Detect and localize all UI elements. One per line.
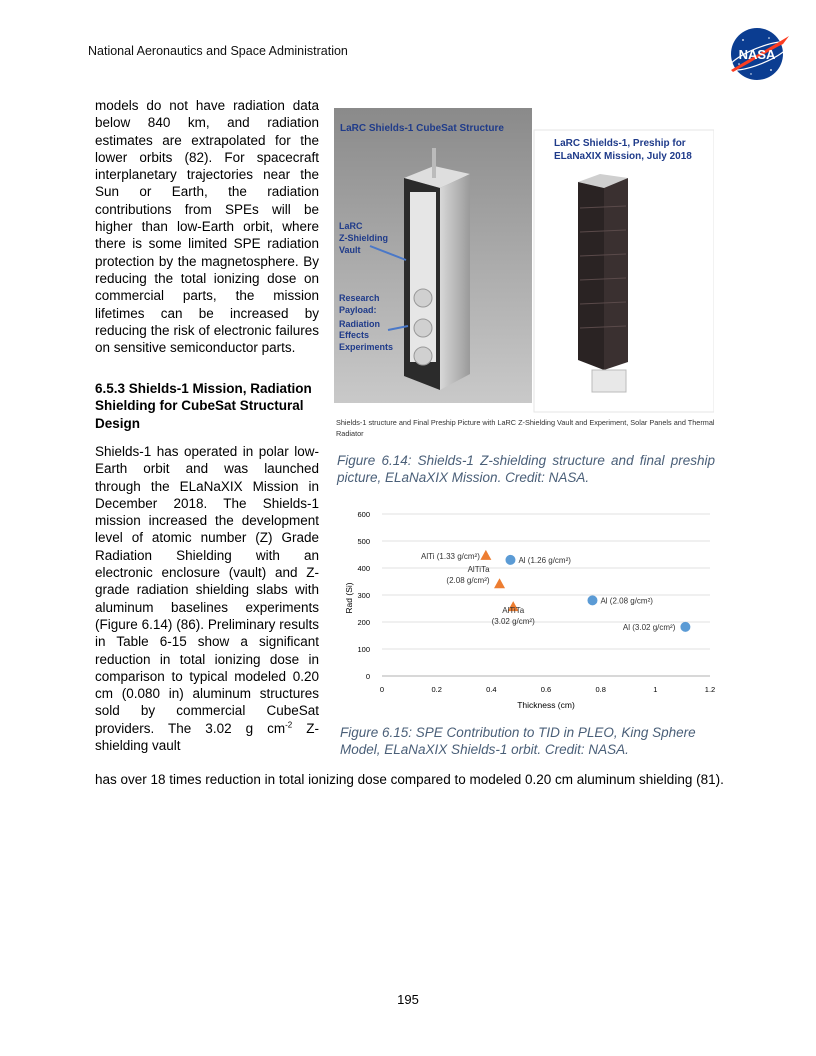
chart-point-label: (3.02 g/cm²) [491, 617, 535, 627]
chart-y-tick: 600 [357, 510, 370, 519]
chart-y-label: Rad (Si) [344, 582, 354, 614]
chart-point [494, 578, 505, 588]
svg-text:Effects: Effects [339, 330, 370, 340]
chart-x-label: Thickness (cm) [517, 700, 575, 710]
chart-y-tick: 500 [357, 537, 370, 546]
chart-point-label: Al (2.08 g/cm²) [600, 596, 653, 606]
figure-6-14-caption: Figure 6.14: Shields-1 Z-shielding structure and final preship picture, ELaNaXIX Mission. Credit: NASA. [337, 453, 715, 485]
body-paragraph-2 [95, 443, 319, 754]
chart-x-tick: 0.8 [595, 685, 606, 694]
chart-point-label: AlTiTa [502, 606, 525, 616]
svg-text:Experiments: Experiments [339, 342, 394, 352]
para2-text: Shields-1 has operated in polar low-Earth orbit and was launched through the ELaNaXIX Mission in December 2018. The Shields-1 mission increased the development level of atomic number (Z) Grade Radiation Shielding with an electronic enclosure (vault) and Z-grade radiation shielding slabs with aluminum baselines experiments (Figure 6.14) (86). Preliminary results in Table 6-15 show a significant reduction in total ionizing dose in comparison to typical modeled 0.20 cm (0.080 in) aluminum structures sold by commercial CubeSat providers. The 3.02 g cm [95, 444, 319, 736]
chart-point-label: Al (3.02 g/cm²) [622, 622, 676, 632]
svg-text:Payload:: Payload: [339, 305, 377, 315]
chart-point [480, 550, 491, 560]
page-number: 195 [397, 992, 419, 1007]
header-org: National Aeronautics and Space Administration [88, 44, 348, 58]
chart-point-label: Al (1.26 g/cm²) [518, 555, 571, 565]
para2-superscript: -2 [285, 720, 293, 730]
svg-text:LaRC: LaRC [339, 221, 363, 231]
chart-y-tick: 100 [357, 645, 370, 654]
figure-6-14-small-caption: Shields-1 structure and Final Preship Picture with LaRC Z-Shielding Vault and Experiment, Solar Panels and Thermal Radiator [336, 418, 715, 438]
left-photo-title: LaRC Shields-1 CubeSat Structure [340, 123, 504, 134]
chart-point-label: AlTi (1.33 g/cm²) [421, 551, 480, 561]
chart-y-tick: 200 [357, 618, 370, 627]
chart-x-tick: 0.2 [431, 685, 442, 694]
chart-point [587, 595, 597, 605]
svg-text:ELaNaXIX Mission, July 2018: ELaNaXIX Mission, July 2018 [554, 151, 692, 162]
chart-x-tick: 1 [653, 685, 658, 694]
chart-point [505, 555, 515, 565]
chart-y-tick: 0 [365, 672, 370, 681]
svg-text:Research: Research [339, 293, 380, 303]
body-paragraph-1: models do not have radiation data below 840 km, and radiation estimates are extrapolated for the lower orbits (82). For spacecraft interplanetary trajectories near the Sun or Earth, the radiation contributions from SPEs will be higher than low-Earth orbit, where there is some limited SPE radiation protection by the magnetosphere. By reducing the total ionizing dose on commercial parts, the mission lifetimes can be increased by reducing the risk of electronic failures on sensitive semiconductor parts. [95, 98, 319, 356]
chart-y-tick: 300 [357, 591, 370, 600]
chart-y-tick: 400 [357, 564, 370, 573]
figure-6-14-photo [334, 108, 714, 413]
chart-x-tick: 0.4 [486, 685, 497, 694]
chart-point-label: (2.08 g/cm²) [446, 576, 490, 586]
figure-6-15-caption: Figure 6.15: SPE Contribution to TID in PLEO, King Sphere Model, ELaNaXIX Shields-1 orbit. Credit: NASA. [340, 725, 696, 757]
para2-text-end: Z-shielding vault [95, 720, 320, 754]
svg-text:Z-Shielding: Z-Shielding [339, 233, 388, 243]
body-paragraph-2-continued: has over 18 times reduction in total ionizing dose compared to modeled 0.20 cm aluminum shielding (81). [95, 772, 724, 787]
chart-x-tick: 1.2 [704, 685, 716, 694]
svg-text:Radiation: Radiation [339, 319, 381, 329]
svg-text:Vault: Vault [339, 245, 361, 255]
figure-6-15-chart [338, 502, 718, 724]
chart-x-tick: 0 [379, 685, 385, 694]
chart-point-label: AlTiTa [467, 565, 490, 575]
nasa-logo-text: NASA [738, 47, 776, 62]
section-heading: 6.5.3 Shields-1 Mission, Radiation Shielding for CubeSat Structural Design [95, 381, 312, 431]
chart-point [680, 622, 690, 632]
svg-text:LaRC Shields-1, Preship for: LaRC Shields-1, Preship for [554, 138, 686, 149]
nasa-logo-icon [721, 24, 793, 84]
chart-x-tick: 0.6 [540, 685, 552, 694]
